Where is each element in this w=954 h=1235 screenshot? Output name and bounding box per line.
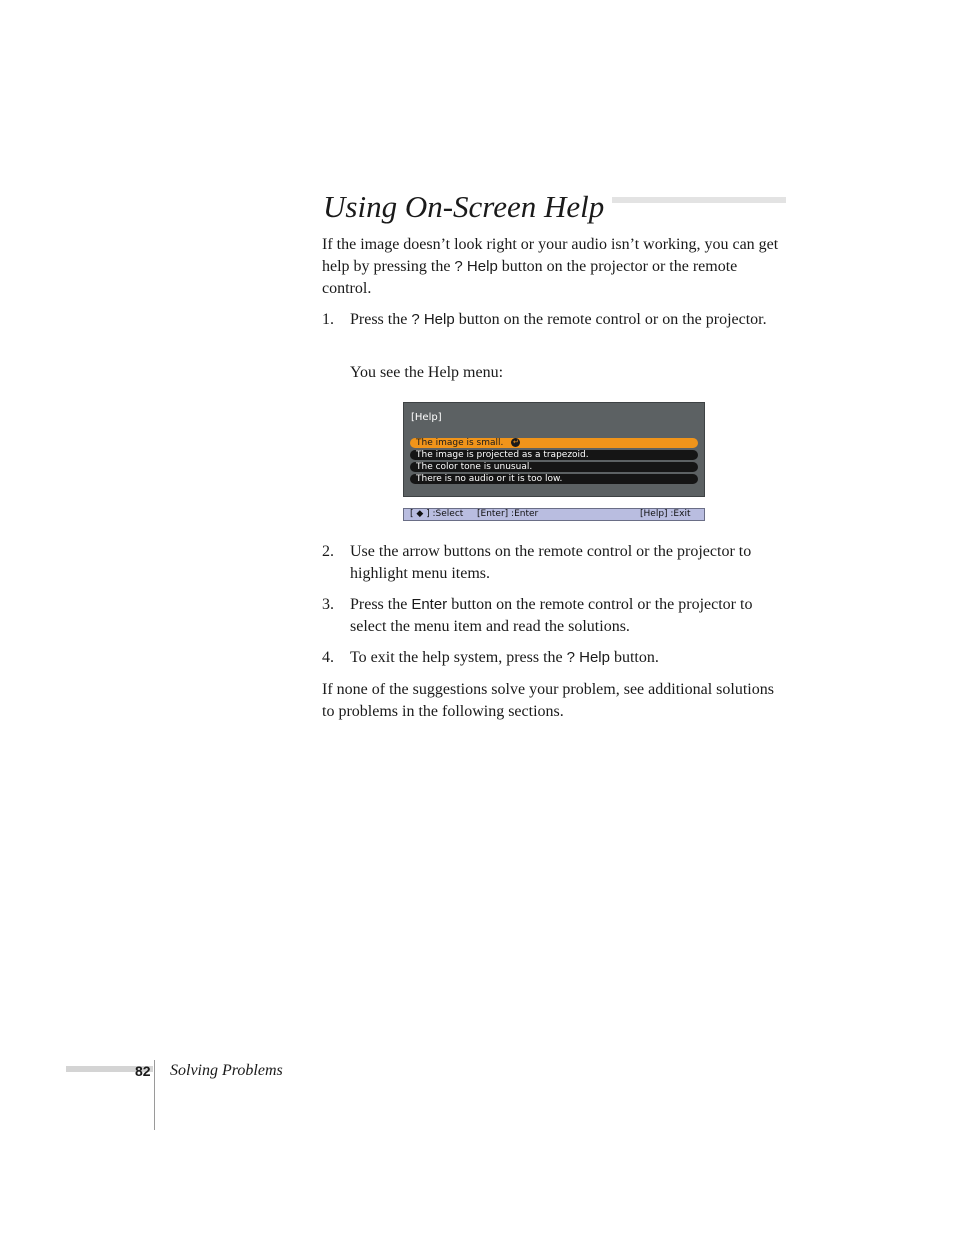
you-see-text: You see the Help menu:	[350, 364, 504, 381]
enter-hint: [Enter] :Enter	[477, 509, 539, 519]
closing-paragraph: If none of the suggestions solve your problem, see additional solutions to problems in the following sections.	[322, 681, 774, 720]
help-menu-status-bar	[403, 508, 705, 521]
step-number: 4.	[322, 649, 334, 666]
step-text-after: button on the remote control or the projector to select the menu item and read the solutions.	[350, 596, 753, 635]
section-name: Solving Problems	[170, 1062, 283, 1079]
intro-paragraph	[322, 234, 788, 300]
step-text	[350, 309, 788, 331]
step-number: 1.	[322, 311, 334, 328]
help-button-label: ? Help	[566, 649, 610, 666]
help-menu-item-label: There is no audio or it is too low.	[416, 474, 563, 484]
help-menu-item	[410, 450, 698, 460]
footer-divider	[154, 1060, 155, 1130]
intro-text-before: If the image doesn’t look right or your audio isn’t working, you can get help by pressing the	[322, 236, 779, 275]
enter-icon: ↵	[512, 438, 519, 446]
step-number: 3.	[322, 596, 334, 613]
step-text	[350, 647, 788, 669]
step-text-after: button.	[609, 649, 659, 666]
help-menu-item-label: The color tone is unusual.	[416, 462, 533, 472]
help-menu-item	[410, 474, 698, 484]
step-text-before: To exit the help system, press the	[350, 649, 567, 666]
help-button-label: ? Help	[454, 258, 498, 275]
step-text	[350, 594, 788, 638]
step-text: Use the arrow buttons on the remote control or the projector to highlight menu items.	[350, 543, 752, 582]
step-text-before: Press the	[350, 311, 412, 328]
help-menu-item-label: The image is projected as a trapezoid.	[416, 450, 589, 460]
page-title: Using On-Screen Help	[323, 185, 612, 229]
intro-text-after: button on the projector or the remote control.	[322, 258, 738, 297]
help-menu-screenshot	[403, 402, 705, 497]
help-menu-item	[410, 438, 698, 448]
select-hint: [ ◆ ] :Select	[410, 509, 464, 519]
page-number: 82	[135, 1063, 151, 1079]
step-text-before: Press the	[350, 596, 412, 613]
help-menu-item	[410, 462, 698, 472]
step-number: 2.	[322, 543, 334, 560]
enter-button-label: Enter	[411, 596, 448, 613]
step-text-after: button on the remote control or on the projector.	[454, 311, 767, 328]
exit-hint: [Help] :Exit	[640, 509, 691, 519]
help-menu-title: [Help]	[411, 412, 442, 423]
help-button-label: ? Help	[411, 311, 455, 328]
help-menu-item-label: The image is small.	[416, 438, 504, 448]
